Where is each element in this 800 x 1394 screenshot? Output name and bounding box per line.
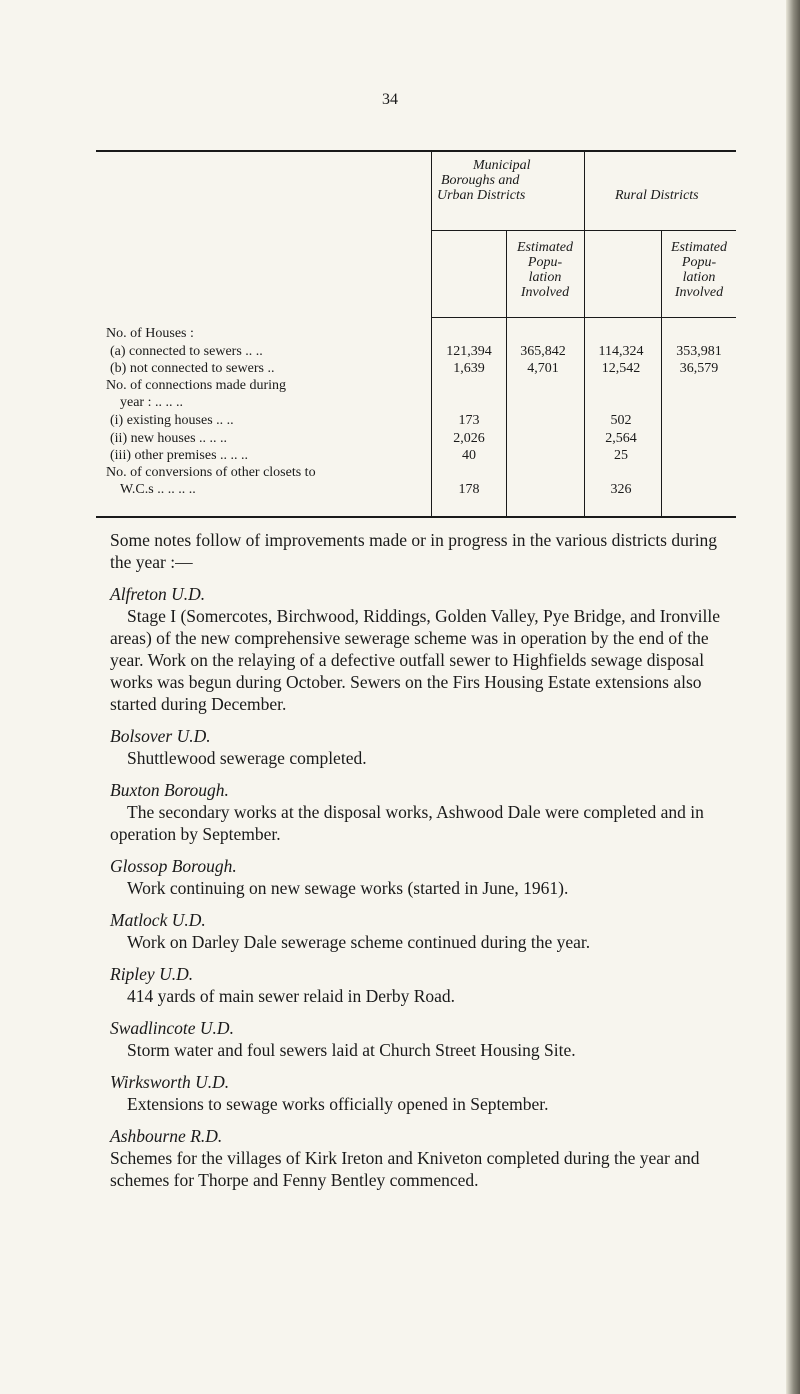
section-heading: Wirksworth U.D. [110, 1072, 230, 1092]
table-cell: 114,324 [598, 344, 644, 359]
header-line: Popu- [527, 255, 563, 270]
table-cell: 12,542 [601, 361, 641, 376]
row-label: (ii) new houses .. .. .. [110, 431, 228, 446]
section-text: 414 yards of main sewer relaid in Derby Road. [127, 986, 456, 1006]
section-text: Shuttlewood sewerage completed. [127, 748, 367, 768]
table-cell: 1,639 [453, 361, 485, 376]
page-number: 34 [382, 91, 398, 108]
header-line: Involved [520, 285, 570, 300]
row-label: (b) not connected to sewers .. [110, 361, 275, 376]
row-label: No. of Houses : [106, 326, 194, 341]
table-cell: 25 [614, 448, 628, 463]
section-text: Stage I (Somercotes, Birchwood, Riddings, Golden Valley, Pye Bridge, and Ironville areas) of the new comprehensive sewerage scheme was in operation by the end of the year. Work on the relaying of a defective outfall sewer to Highfields sewage disposal works was begun during October. Sewers on the Firs Housing Estate extensions also started during December. [110, 606, 720, 714]
table-cell: 40 [462, 448, 476, 463]
table-bottom-rule [96, 516, 736, 518]
table-cell: 2,026 [453, 431, 485, 446]
table-cell: 36,579 [679, 361, 719, 376]
table-cell: 178 [458, 482, 480, 497]
row-label: No. of conversions of other closets to [106, 465, 316, 480]
section-heading: Ashbourne R.D. [110, 1126, 223, 1146]
header-municipal [433, 158, 583, 203]
header-line: Estimated [671, 240, 727, 255]
table-cell: 4,701 [527, 361, 559, 376]
header-line: Municipal [473, 158, 531, 173]
row-label: (iii) other premises .. .. .. [110, 448, 249, 463]
section-text: The secondary works at the disposal works, Ashwood Dale were completed and in operation by September. [110, 802, 704, 844]
sewerage-table [96, 150, 736, 520]
row-label: year : .. .. .. [120, 395, 183, 410]
section-heading: Swadlincote U.D. [110, 1018, 234, 1038]
row-label: W.C.s .. .. .. .. [120, 482, 196, 497]
section-heading: Buxton Borough. [110, 780, 229, 800]
section-heading: Alfreton U.D. [110, 584, 206, 604]
intro-paragraph: Some notes follow of improvements made or in progress in the various districts during the year :— [110, 530, 718, 572]
table-cell: 365,842 [520, 344, 566, 359]
header-line: lation [682, 270, 716, 285]
section-heading: Ripley U.D. [110, 964, 194, 984]
section-heading: Matlock U.D. [110, 910, 206, 930]
section-text: Work continuing on new sewage works (started in June, 1961). [127, 878, 569, 898]
table-cell: 121,394 [446, 344, 492, 359]
table-top-rule [96, 150, 736, 152]
table-cell: 502 [610, 413, 632, 428]
section-text: Extensions to sewage works officially opened in September. [127, 1094, 549, 1114]
table-cell: 2,564 [605, 431, 637, 446]
section-text: Work on Darley Dale sewerage scheme continued during the year. [127, 932, 591, 952]
header-line: Boroughs and [441, 173, 520, 188]
page-binding-edge [786, 0, 800, 1394]
section-heading: Glossop Borough. [110, 856, 237, 876]
table-cell: 173 [458, 413, 480, 428]
header-line: Popu- [681, 255, 717, 270]
header-estimated-population [662, 240, 736, 300]
section-heading: Bolsover U.D. [110, 726, 211, 746]
header-line: Estimated [517, 240, 573, 255]
header-line: Involved [674, 285, 724, 300]
section-text: Schemes for the villages of Kirk Ireton and Kniveton completed during the year and schemes for Thorpe and Fenny Bentley commenced. [110, 1148, 700, 1190]
header-rural: Rural Districts [615, 188, 699, 203]
notes-body [110, 529, 740, 1191]
row-label: (a) connected to sewers .. .. [110, 344, 263, 359]
header-line: lation [528, 270, 562, 285]
table-cell: 353,981 [676, 344, 722, 359]
row-label: No. of connections made during [106, 378, 287, 393]
row-label: (i) existing houses .. .. [110, 413, 234, 428]
header-estimated-population [507, 240, 583, 300]
header-line: Urban Districts [437, 188, 526, 203]
section-text: Storm water and foul sewers laid at Church Street Housing Site. [127, 1040, 576, 1060]
table-cell: 326 [610, 482, 632, 497]
